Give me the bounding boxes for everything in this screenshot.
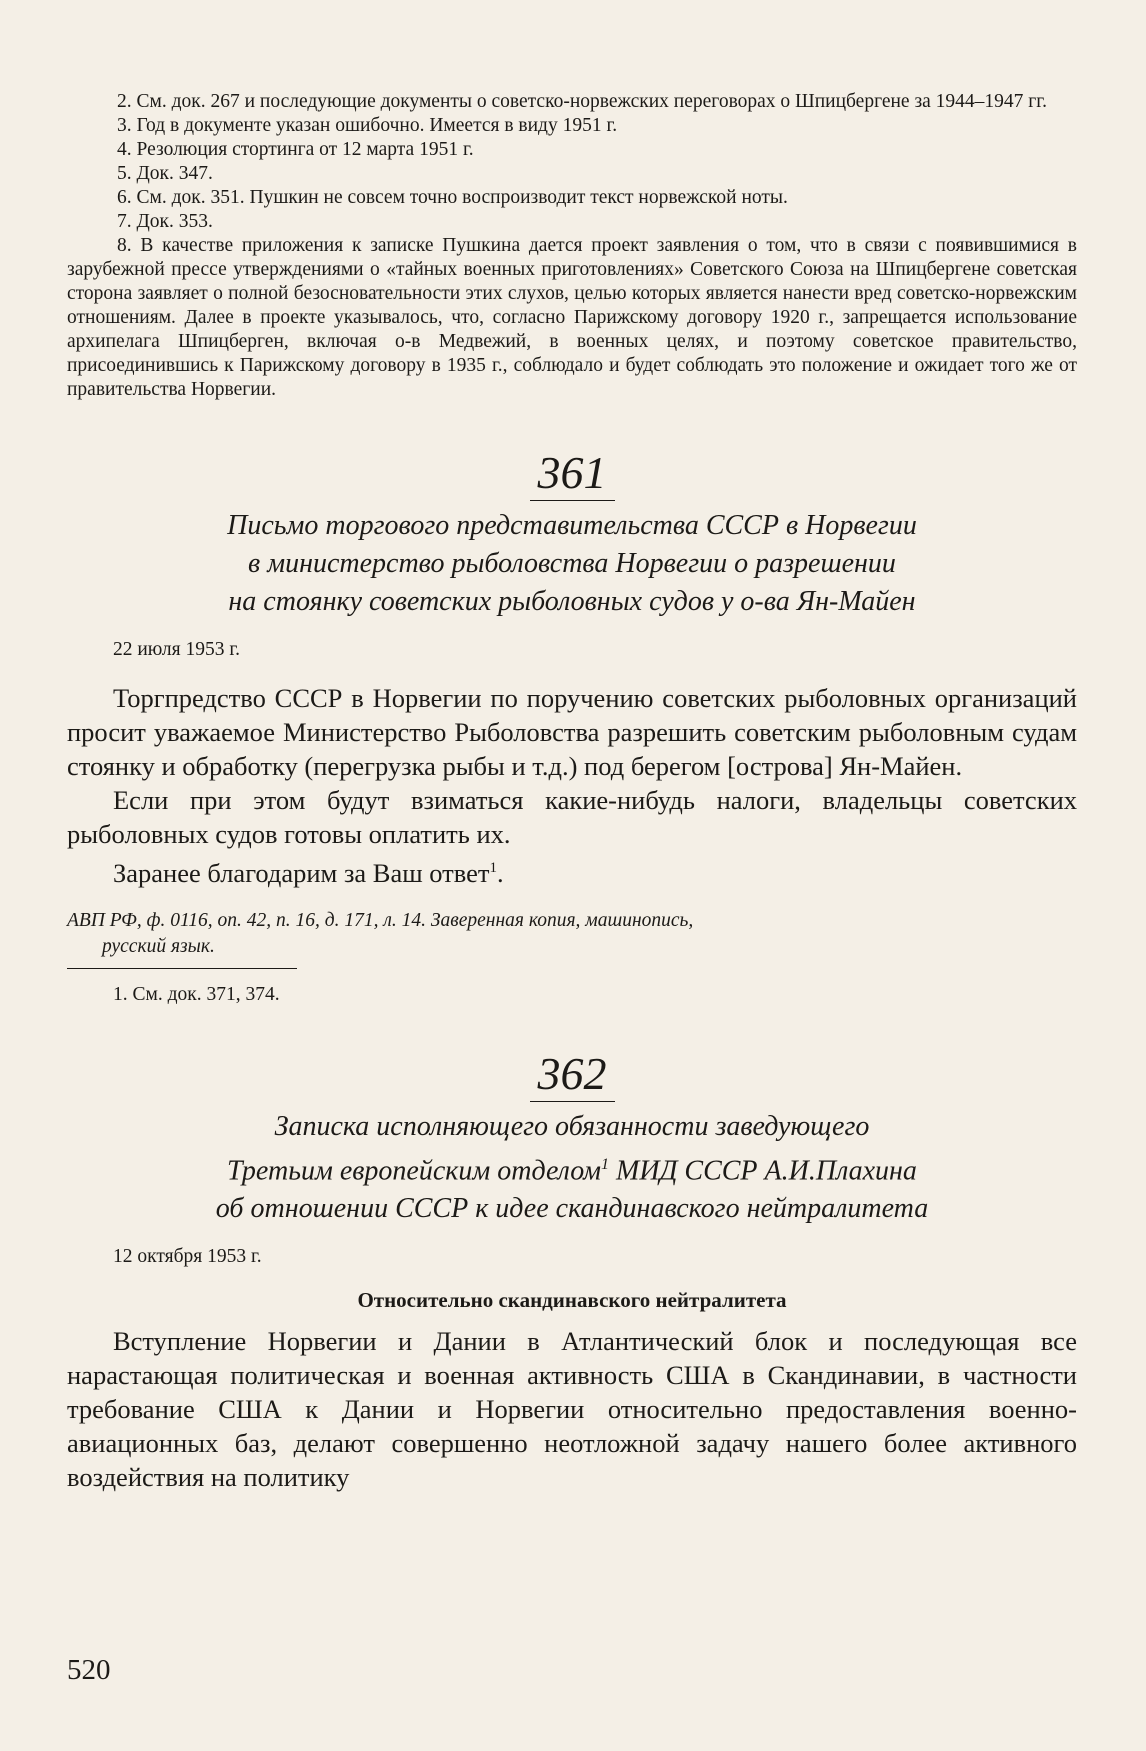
document-361-title-line-3: на стоянку советских рыболовных судов у о-ва Ян-Майен — [228, 586, 916, 617]
document-361-number: 361 — [67, 446, 1077, 501]
endnote-5: 5. Док. 347. — [117, 163, 213, 184]
footnote-ref-1: 1 — [601, 1155, 610, 1173]
document-361-archive-ref: АВП РФ, ф. 0116, оп. 42, п. 16, д. 171, л. 14. Заверенная копия, машинопись, русский язык. — [67, 909, 694, 957]
document-361-closing: Заранее благодарим за Ваш ответ$^1$. — [113, 857, 504, 888]
document-361-title-line-1: Письмо торгового представительства СССР в Норвегии — [227, 510, 917, 541]
document-361-title-line-2: в министерство рыболовства Норвегии о разрешении — [248, 548, 896, 579]
endnote-7: 7. Док. 353. — [117, 211, 213, 232]
document-362-paragraph-1: Вступление Норвегии и Дании в Атлантический блок и последующая все нарастающая политическая и военная активность США в Скандинавии, в частности требование США к Дании и Норвегии относительно предоставления военно-авиационных баз, делают совершенно неотложной задачу нашего более активного воздействия на политику — [67, 1326, 1077, 1493]
footnote-ref-1: 1 — [489, 860, 497, 876]
endnote-3: 3. Год в документе указан ошибочно. Имеется в виду 1951 г. — [117, 115, 618, 136]
document-362-title-line-1: Записка исполняющего обязанности заведующего — [274, 1110, 870, 1142]
endnote-4: 4. Резолюция стортинга от 12 марта 1951 г. — [117, 139, 474, 160]
page-number: 520 — [67, 1654, 111, 1686]
document-362-number: 362 — [67, 1047, 1077, 1102]
endnote-6: 6. См. док. 351. Пушкин не совсем точно воспроизводит текст норвежской ноты. — [117, 187, 788, 208]
document-361-paragraph-2: Если при этом будут взиматься какие-нибудь налоги, владельцы советских рыболовных судов готовы оплатить их. — [67, 785, 1077, 849]
page-content — [67, 90, 1077, 1494]
document-361-footnote: 1. См. док. 371, 374. — [113, 983, 280, 1005]
document-362-date: 12 октября 1953 г. — [113, 1246, 262, 1268]
document-361-paragraph-1: Торгпредство СССР в Норвегии по поручению советских рыболовных организаций просит уважаемое Министерство Рыболовства разрешить советским рыболовным судам стоянку и обработку (перегрузка рыбы и т.д.) под берегом [острова] Ян-Майен. — [67, 683, 1077, 781]
document-362-title-line-3: об отношении СССР к идее скандинавского нейтралитета — [215, 1193, 929, 1225]
document-362-title-line-2: Третьим европейским отделом$^1$ МИД СССР А.И.Плахина — [227, 1155, 917, 1187]
endnotes — [67, 90, 1077, 402]
document-362-body — [67, 1324, 1077, 1494]
document-361-date: 22 июля 1953 г. — [113, 639, 241, 660]
document-362-subheading: Относительно скандинавского нейтралитета — [357, 1288, 787, 1313]
footnote-divider — [67, 968, 297, 969]
document-361-body — [67, 681, 1077, 890]
endnote-2: 2. См. док. 267 и последующие документы о советско-норвежских переговорах о Шпицбергене за 1944–1947 гг. — [117, 91, 1047, 112]
endnote-8: 8. В качестве приложения к записке Пушкина дается проект заявления о том, что в связи с появившимися в зарубежной прессе утверждениями о «тайных военных приготовлениях» Советского Союза на Шпицбергене советская сторона заявляет о полной безосновательности этих слухов, целью которых является нанести вред советско-норвежским отношениям. Далее в проекте указывалось, что, согласно Парижскому договору 1920 г., запрещается использование архипелага Шпицберген, включая о-в Медвежий, в военных целях, и поэтому советское правительство, присоединившись к Парижскому договору в 1935 г., соблюдало и будет соблюдать это положение и ожидает того же от правительства Норвегии. — [67, 235, 1077, 400]
